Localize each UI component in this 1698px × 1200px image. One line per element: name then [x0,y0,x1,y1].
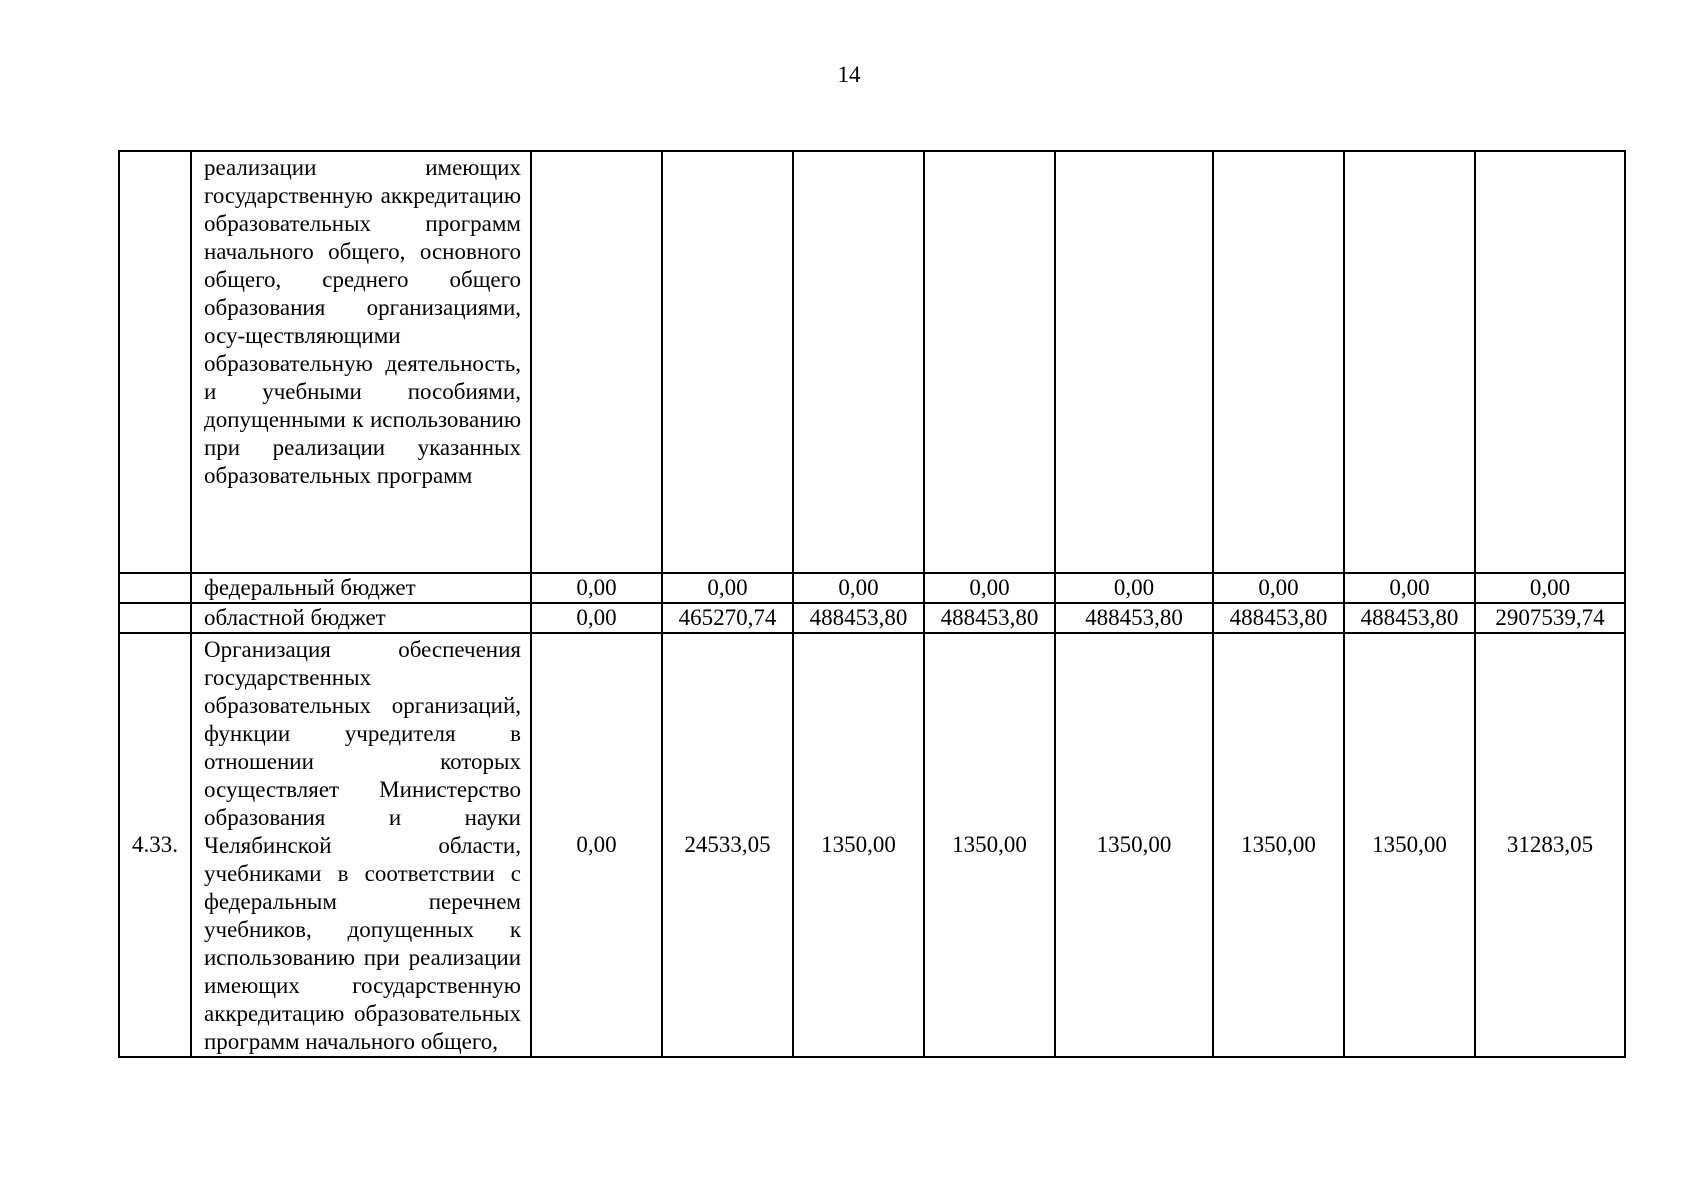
table-row [119,151,1625,573]
value-cell: 24533,05 [662,633,793,1057]
value-cell [1344,151,1475,573]
value-cell: 0,00 [1055,573,1213,603]
value-cell: 0,00 [531,633,662,1057]
budget-table [118,150,1626,1058]
value-cell: 1350,00 [924,633,1055,1057]
row-description: реализации имеющих государственную аккредитацию образовательных программ начального общего, основного общего, среднего общего образования организациями, осу-ществляющими образовательную деятельность, и учебными пособиями, допущенными к использованию при реализации указанных образовательных программ [191,151,531,573]
row-number: 4.33. [119,633,191,1057]
value-cell: 488453,80 [793,603,924,633]
value-cell [1475,151,1625,573]
row-description: федеральный бюджет [191,573,531,603]
value-cell: 0,00 [1213,573,1344,603]
row-description: Организация обеспечения государственных образовательных организаций, функции учредителя в отношении которых осуществляет Министерство образования и науки Челябинской области, учебниками в соответствии с федеральным перечнем учебников, допущенных к использованию при реализации имеющих государственную аккредитацию образовательных программ начального общего, [191,633,531,1057]
value-cell: 488453,80 [924,603,1055,633]
value-cell: 1350,00 [1344,633,1475,1057]
row-description: областной бюджет [191,603,531,633]
value-cell: 0,00 [793,573,924,603]
value-cell: 31283,05 [1475,633,1625,1057]
value-cell: 488453,80 [1213,603,1344,633]
value-cell: 0,00 [531,603,662,633]
value-cell [793,151,924,573]
value-cell: 1350,00 [1055,633,1213,1057]
value-cell: 1350,00 [793,633,924,1057]
value-cell: 0,00 [531,573,662,603]
value-cell: 0,00 [1344,573,1475,603]
value-cell: 1350,00 [1213,633,1344,1057]
table-row [119,603,1625,633]
value-cell: 0,00 [924,573,1055,603]
table-row [119,573,1625,603]
value-cell [1055,151,1213,573]
table-row [119,633,1625,1057]
value-cell: 465270,74 [662,603,793,633]
value-cell [924,151,1055,573]
row-number [119,151,191,573]
value-cell: 488453,80 [1344,603,1475,633]
row-number [119,573,191,603]
value-cell [1213,151,1344,573]
value-cell: 0,00 [1475,573,1625,603]
value-cell [531,151,662,573]
value-cell: 488453,80 [1055,603,1213,633]
page-number: 14 [837,62,861,87]
value-cell: 0,00 [662,573,793,603]
value-cell [662,151,793,573]
value-cell: 2907539,74 [1475,603,1625,633]
row-number [119,603,191,633]
